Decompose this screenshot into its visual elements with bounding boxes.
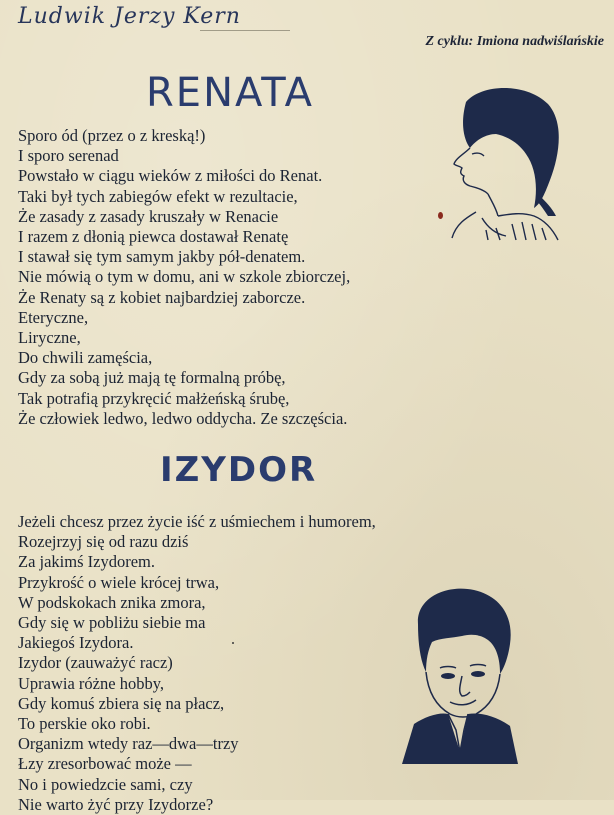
poem-line: Jakiegoś Izydora. bbox=[18, 633, 134, 653]
ink-speck bbox=[438, 212, 443, 219]
portrait-man-drawing bbox=[396, 584, 524, 764]
poem-line: Gdy komuś zbiera się na płacz, bbox=[18, 693, 225, 713]
poem-line: Do chwili zamęścia, bbox=[18, 348, 153, 368]
poem-line: I stawał się tym samym jakby pół-denatem. bbox=[18, 247, 306, 267]
poem-line: I razem z dłonią piewca dostawał Renatę bbox=[18, 227, 289, 247]
portrait-woman-drawing bbox=[426, 84, 570, 244]
poem-line: Łzy zresorbować może — bbox=[18, 754, 192, 774]
poem-line: Gdy za sobą już mają tę formalną próbę, bbox=[18, 368, 286, 388]
poem-line: Izydor (zauważyć racz) bbox=[18, 653, 173, 673]
poem-line: W podskokach znika zmora, bbox=[18, 592, 206, 612]
poem-title-renata: RENATA bbox=[146, 70, 314, 116]
author-name: Ludwik Jerzy Kern bbox=[18, 4, 241, 29]
poem-line: Sporo ód (przez o z kreską!) bbox=[18, 126, 206, 145]
poem-line: Eteryczne, bbox=[18, 307, 89, 327]
poem-line: Tak potrafią przykręcić małżeńską śrubę, bbox=[18, 388, 290, 408]
poem-title-izydor: IZYDOR bbox=[160, 450, 318, 490]
ink-speck bbox=[232, 642, 234, 644]
poem-line: Powstało w ciągu wieków z miłości do Renat. bbox=[18, 166, 323, 186]
poem-line: Rozejrzyj się od razu dziś bbox=[18, 532, 189, 552]
cycle-caption: Z cyklu: Imiona nadwiślańskie bbox=[425, 34, 604, 49]
poem-line: Że Renaty są z kobiet najbardziej zaborcze. bbox=[18, 287, 306, 307]
poem-line: Za jakimś Izydorem. bbox=[18, 552, 155, 572]
poem-line: No i powiedzcie sami, czy bbox=[18, 774, 193, 794]
poem-line: Że człowiek ledwo, ledwo oddycha. Ze szczęścia. bbox=[18, 408, 348, 428]
poem-line: Przykrość o wiele krócej trwa, bbox=[18, 572, 220, 592]
portrait-man-illustration bbox=[396, 584, 524, 764]
poem-izydor bbox=[18, 512, 376, 815]
poem-line: Taki był tych zabiegów efekt w rezultacie, bbox=[18, 186, 298, 206]
portrait-woman-illustration bbox=[426, 84, 570, 244]
poem-line: Gdy się w pobliżu siebie ma bbox=[18, 613, 206, 633]
poem-line: Że zasady z zasady kruszały w Renacie bbox=[18, 206, 279, 226]
poem-line: Nie mówią o tym w domu, ani w szkole zbiorczej, bbox=[18, 267, 351, 287]
poem-line: I sporo serenad bbox=[18, 146, 119, 166]
author-divider bbox=[200, 30, 290, 31]
poem-line: Nie warto żyć przy Izydorze? bbox=[18, 794, 214, 814]
poem-line: Liryczne, bbox=[18, 328, 81, 348]
poem-line: Jeżeli chcesz przez życie iść z uśmiechem i humorem, bbox=[18, 512, 376, 531]
poem-line: Organizm wtedy raz—dwa—trzy bbox=[18, 734, 239, 754]
poem-line: To perskie oko robi. bbox=[18, 714, 151, 734]
poem-line: Uprawia różne hobby, bbox=[18, 673, 165, 693]
poem-renata bbox=[18, 126, 350, 429]
